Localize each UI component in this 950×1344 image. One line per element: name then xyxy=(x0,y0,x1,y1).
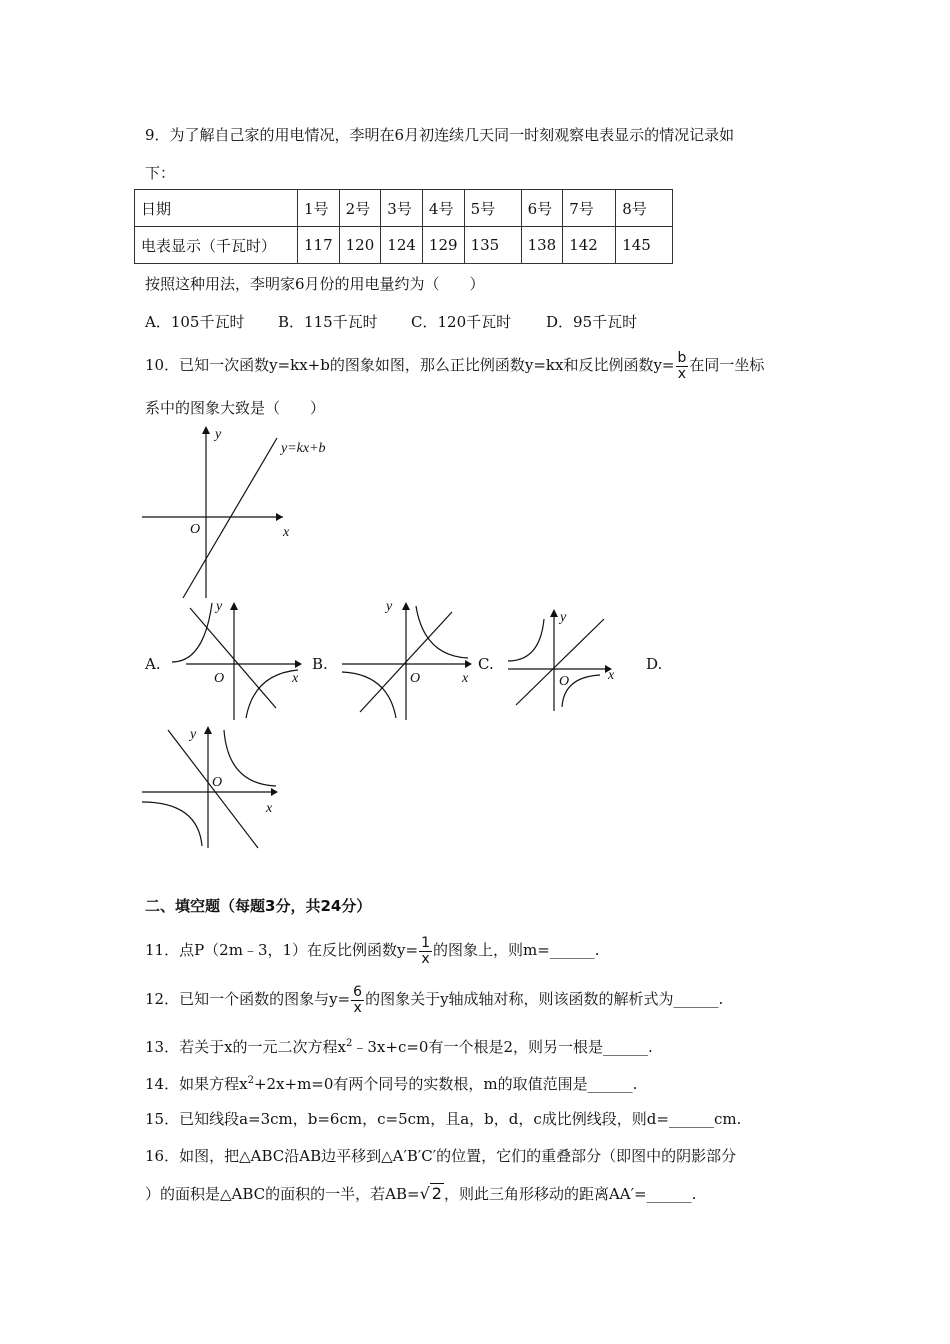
option-d-label: D. xyxy=(646,655,663,673)
denominator: x xyxy=(421,950,430,967)
table-cell: 4号 xyxy=(422,190,464,227)
table-cell: 117 xyxy=(298,227,340,264)
option-d-graph xyxy=(140,722,290,850)
electricity-table xyxy=(134,189,673,264)
y-axis-label: y xyxy=(216,599,223,614)
origin-label: O xyxy=(559,674,570,689)
table-cell: 2号 xyxy=(339,190,381,227)
x-axis-label: x xyxy=(283,525,290,540)
table-row xyxy=(135,227,673,264)
radicand: 2 xyxy=(431,1184,442,1203)
q9-option-b: B．115千瓦时 xyxy=(278,313,378,331)
q16-line2 xyxy=(145,1180,696,1208)
q14 xyxy=(145,1071,637,1094)
q12-text-part2: 的图象关于y轴成轴对称，则该函数的解析式为______. xyxy=(365,990,724,1008)
q16-text-part2: ，则此三角形移动的距离AA′=______. xyxy=(443,1185,697,1203)
option-a-label: A. xyxy=(145,655,161,673)
origin-label: O xyxy=(190,522,201,537)
table-cell: 142 xyxy=(563,227,616,264)
table-cell: 7号 xyxy=(563,190,616,227)
option-c-label: C. xyxy=(478,655,494,673)
denominator: x xyxy=(677,365,687,382)
square-root: √ 2 xyxy=(419,1184,442,1203)
q9-line2: 下： xyxy=(145,164,176,182)
table-cell: 135 xyxy=(464,227,521,264)
table-cell: 124 xyxy=(381,227,423,264)
option-b-graph xyxy=(340,598,480,723)
superscript: 2 xyxy=(346,1038,353,1049)
table-cell: 3号 xyxy=(381,190,423,227)
section-title: 二、填空题（每题3分，共24分） xyxy=(145,897,372,915)
q11-text-part1: 11．点P（2m﹣3，1）在反比例函数y= xyxy=(145,941,419,959)
q12 xyxy=(145,982,723,1016)
x-axis-label: x xyxy=(266,801,273,816)
fraction-b-over-x xyxy=(676,351,689,382)
q9-option-a: A．105千瓦时 xyxy=(145,313,245,331)
superscript: 2 xyxy=(247,1075,254,1086)
y-axis-label: y xyxy=(215,427,222,442)
table-cell: 120 xyxy=(339,227,381,264)
q10-text-part1: 10．已知一次函数y=kx+b的图象如图，那么正比例函数y=kx和反比例函数y= xyxy=(145,356,675,374)
origin-label: O xyxy=(212,775,223,790)
fraction-6-over-x xyxy=(351,985,364,1016)
origin-label: O xyxy=(214,671,225,686)
q10-line1 xyxy=(145,348,764,382)
denominator: x xyxy=(353,999,362,1016)
q13-text-part1: 13．若关于x的一元二次方程x xyxy=(145,1038,347,1056)
q13 xyxy=(145,1034,653,1057)
numerator: b xyxy=(677,349,687,366)
q10-line2: 系中的图象大致是（ ） xyxy=(145,399,326,417)
table-row xyxy=(135,190,673,227)
y-axis-label: y xyxy=(190,727,197,742)
q14-text-part1: 14．如果方程x xyxy=(145,1075,248,1093)
option-b-label: B. xyxy=(312,655,328,673)
q16-line1: 16．如图，把△ABC沿AB边平移到△A′B′C′的位置，它们的重叠部分（即图中的阴影部分 xyxy=(145,1147,737,1165)
x-axis-label: x xyxy=(608,668,615,683)
q15: 15．已知线段a=3cm，b=6cm，c=5cm，且a，b，d，c成比例线段，则d=______cm. xyxy=(145,1110,742,1128)
q14-text-part2: +2x+m=0有两个同号的实数根，m的取值范围是______. xyxy=(253,1075,638,1093)
x-axis-label: x xyxy=(292,671,299,686)
q11 xyxy=(145,933,600,967)
q9-option-d: D．95千瓦时 xyxy=(546,313,638,331)
linear-function-graph xyxy=(140,420,350,605)
q9-line1: 9．为了解自己家的用电情况，李明在6月初连续几天同一时刻观察电表显示的情况记录如 xyxy=(145,126,735,144)
numerator: 6 xyxy=(353,983,363,1000)
y-axis-label: y xyxy=(560,610,567,625)
table-cell: 138 xyxy=(521,227,563,264)
table-cell: 6号 xyxy=(521,190,563,227)
x-axis-label: x xyxy=(462,671,469,686)
y-axis-label: y xyxy=(386,599,393,614)
q9-option-c: C．120千瓦时 xyxy=(411,313,512,331)
table-cell: 5号 xyxy=(464,190,521,227)
table-cell: 1号 xyxy=(298,190,340,227)
q9-question: 按照这种用法，李明家6月份的用电量约为（ ） xyxy=(145,275,485,293)
numerator: 1 xyxy=(421,934,430,951)
table-cell: 8号 xyxy=(616,190,673,227)
table-cell: 145 xyxy=(616,227,673,264)
q11-text-part2: 的图象上，则m=______. xyxy=(433,941,600,959)
table-cell: 129 xyxy=(422,227,464,264)
origin-label: O xyxy=(410,671,421,686)
table-cell: 电表显示（千瓦时） xyxy=(135,227,298,264)
q10-text-part2: 在同一坐标 xyxy=(689,356,765,374)
q16-text-part1: ）的面积是△ABC的面积的一半，若AB= xyxy=(145,1185,420,1203)
fraction-1-over-x xyxy=(419,936,432,967)
line-equation-label: y=kx+b xyxy=(281,441,326,456)
q12-text-part1: 12．已知一个函数的图象与y= xyxy=(145,990,351,1008)
option-a-graph xyxy=(168,598,308,723)
option-c-graph xyxy=(504,605,624,713)
table-cell: 日期 xyxy=(135,190,298,227)
q13-text-part2: ﹣3x+c=0有一个根是2，则另一根是______. xyxy=(352,1038,653,1056)
